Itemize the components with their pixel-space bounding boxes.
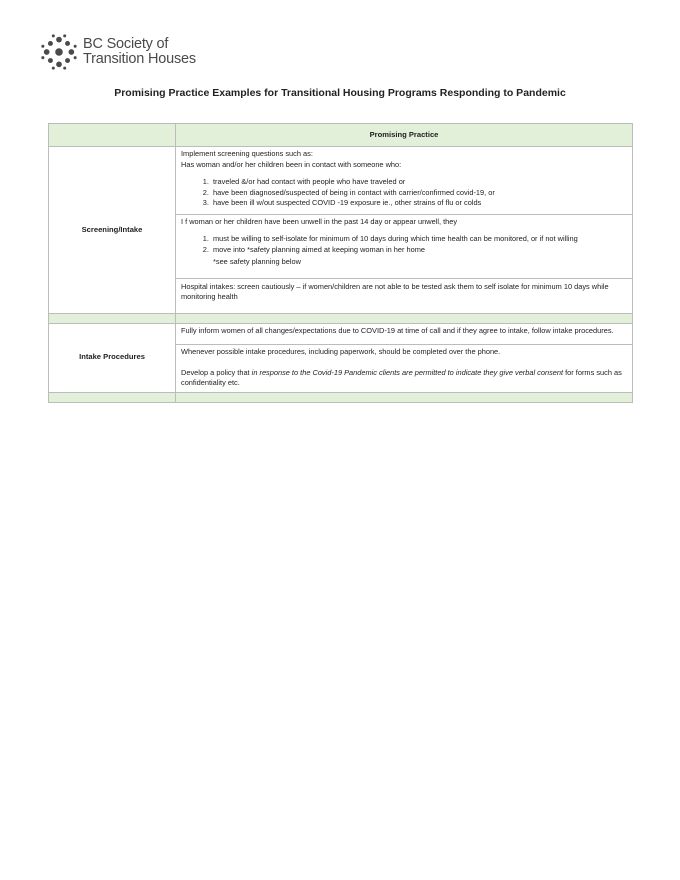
row-label-intake: Intake Procedures [49,323,176,392]
logo-line-1: BC Society of [83,36,169,52]
screening-intro: Implement screening questions such as: [181,149,313,158]
phone-intake: Whenever possible intake procedures, including paperwork, should be completed over the phone. [181,347,501,356]
list-item: 1. traveled &/or had contact with people who have traveled or [211,177,627,188]
unwell-list [181,234,627,255]
page-title: Promising Practice Examples for Transitional Housing Programs Responding to Pandemic [114,87,566,99]
safety-note: *see safety planning below [213,257,301,266]
inform-women: Fully inform women of all changes/expectations due to COVID-19 at time of call and if they agree to intake, follow intake procedures. [181,325,614,335]
practice-table [48,123,633,403]
unwell-intro: I f woman or her children have been unwell in the past 14 day or appear unwell, they [181,216,458,226]
list-item: 2. have been diagnosed/suspected of being in contact with carrier/confirmed covid-19, or [211,188,627,199]
table-footer-row [49,392,633,402]
consent-policy: Develop a policy that in response to the Covid-19 Pandemic clients are permitted to indicate they give verbal consent for forms such as confidentiality etc. [181,367,622,387]
logo-mark-icon [40,33,78,71]
logo [40,33,196,71]
header-promising-practice: Promising Practice [176,124,633,147]
screening-block-1 [176,147,632,215]
table-spacer-row [49,313,633,323]
intake-block-2 [176,345,632,392]
table-row-intake [49,323,633,392]
intake-content [176,323,633,392]
list-item: 3. have been ill w/out suspected COVID -19 exposure ie., other strains of flu or colds [211,198,627,209]
screening-block-3 [176,279,632,313]
screening-block-2 [176,215,632,279]
logo-text [83,37,196,67]
row-label-screening: Screening/Intake [49,147,176,314]
screening-list [181,177,627,209]
header-left-cell [49,124,176,147]
screening-content [176,147,633,314]
list-item: 1. must be willing to self-isolate for minimum of 10 days during which time health can be monitored, or if not willing [211,234,627,245]
intake-block-1 [176,324,632,346]
screening-question: Has woman and/or her children been in contact with someone who: [181,159,402,169]
logo-line-2: Transition Houses [83,51,196,67]
table-row-screening [49,147,633,314]
table-header-row [49,124,633,147]
hospital-intakes: Hospital intakes: screen cautiously – if women/children are not able to be tested ask them to self isolate for minimum 10 days while monitoring health [181,281,609,301]
list-item: 2. move into *safety planning aimed at keeping woman in her home [211,245,627,256]
